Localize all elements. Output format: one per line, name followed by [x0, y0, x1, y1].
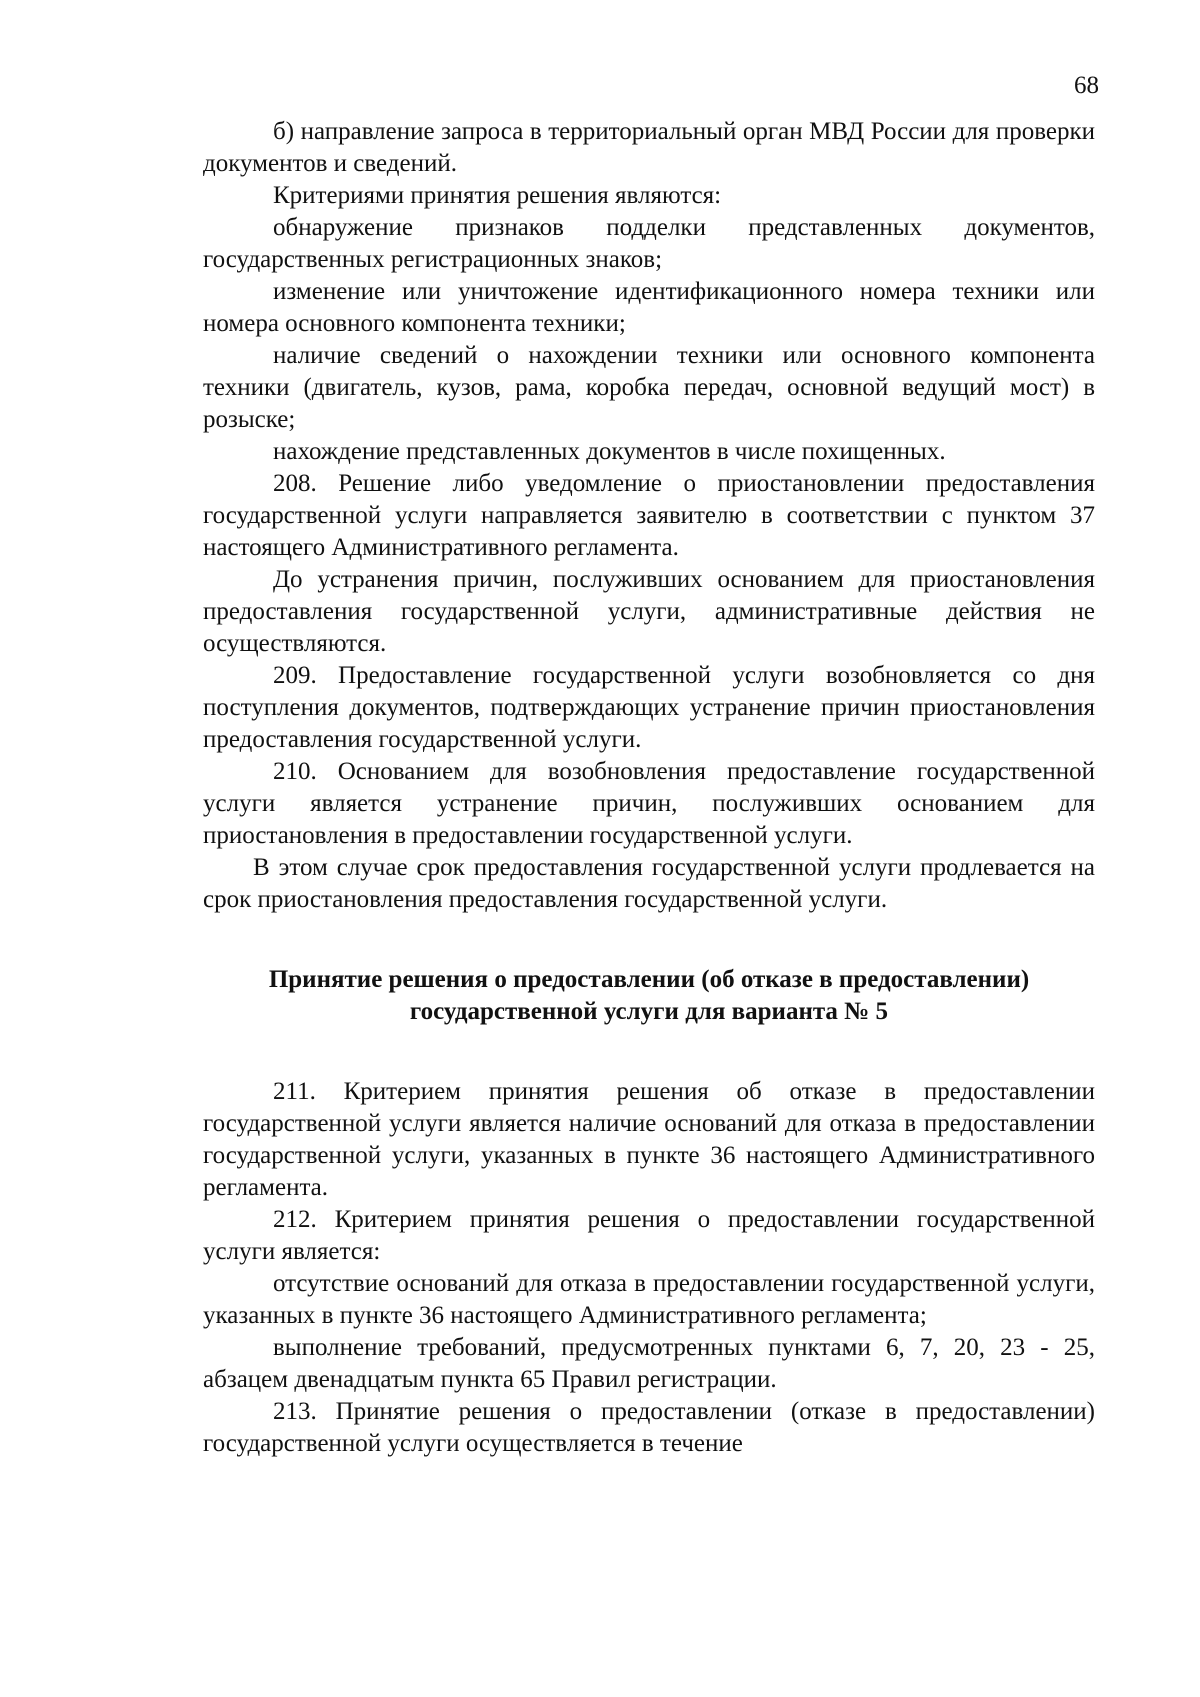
paragraph: 213. Принятие решения о предоставлении (отказе в предоставлении) государственной услуги осуществляется в течение	[203, 1398, 1095, 1457]
paragraph: 208. Решение либо уведомление о приостановлении предоставления государственной услуги направляется заявителю в соответствии с пунктом 37 настоящего Административного регламента.	[203, 470, 1095, 561]
page-number: 68	[1074, 72, 1099, 99]
paragraph: 210. Основанием для возобновления предоставление государственной услуги является устранение причин, послуживших основанием для приостановления в предоставлении государственной услуги.	[203, 758, 1095, 849]
paragraph: обнаружение признаков подделки представленных документов, государственных регистрационных знаков;	[203, 214, 1095, 273]
paragraph: 209. Предоставление государственной услуги возобновляется со дня поступления документов, подтверждающих устранение причин приостановления предоставления государственной услуги.	[203, 662, 1095, 753]
paragraph: До устранения причин, послуживших основанием для приостановления предоставления государственной услуги, административные действия не осуществляются.	[203, 566, 1095, 657]
paragraph: 212. Критерием принятия решения о предоставлении государственной услуги является:	[203, 1206, 1095, 1265]
document-content	[203, 116, 1095, 1460]
paragraph: отсутствие оснований для отказа в предоставлении государственной услуги, указанных в пункте 36 настоящего Административного регламента;	[203, 1270, 1095, 1329]
section-heading-line: Принятие решения о предоставлении (об отказе в предоставлении)	[268, 966, 1030, 993]
section-heading-line: государственной услуги для варианта № 5	[409, 998, 889, 1025]
paragraph: В этом случае срок предоставления государственной услуги продлевается на срок приостановления предоставления государственной услуги.	[203, 854, 1095, 913]
paragraph: 211. Критерием принятия решения об отказе в предоставлении государственной услуги является наличие оснований для отказа в предоставлении государственной услуги, указанных в пункте 36 настоящего Административного регламента.	[203, 1078, 1095, 1201]
paragraph: нахождение представленных документов в числе похищенных.	[273, 438, 946, 465]
paragraph: выполнение требований, предусмотренных пунктами 6, 7, 20, 23 - 25, абзацем двенадцатым пункта 65 Правил регистрации.	[203, 1334, 1095, 1393]
section-heading	[203, 964, 1095, 1028]
paragraph: наличие сведений о нахождении техники или основного компонента техники (двигатель, кузов, рама, коробка передач, основной ведущий мост) в розыске;	[203, 342, 1095, 433]
paragraph: изменение или уничтожение идентификационного номера техники или номера основного компонента техники;	[203, 278, 1095, 337]
paragraph: Критериями принятия решения являются:	[273, 182, 722, 209]
paragraph: б) направление запроса в территориальный орган МВД России для проверки документов и сведений.	[203, 118, 1095, 177]
